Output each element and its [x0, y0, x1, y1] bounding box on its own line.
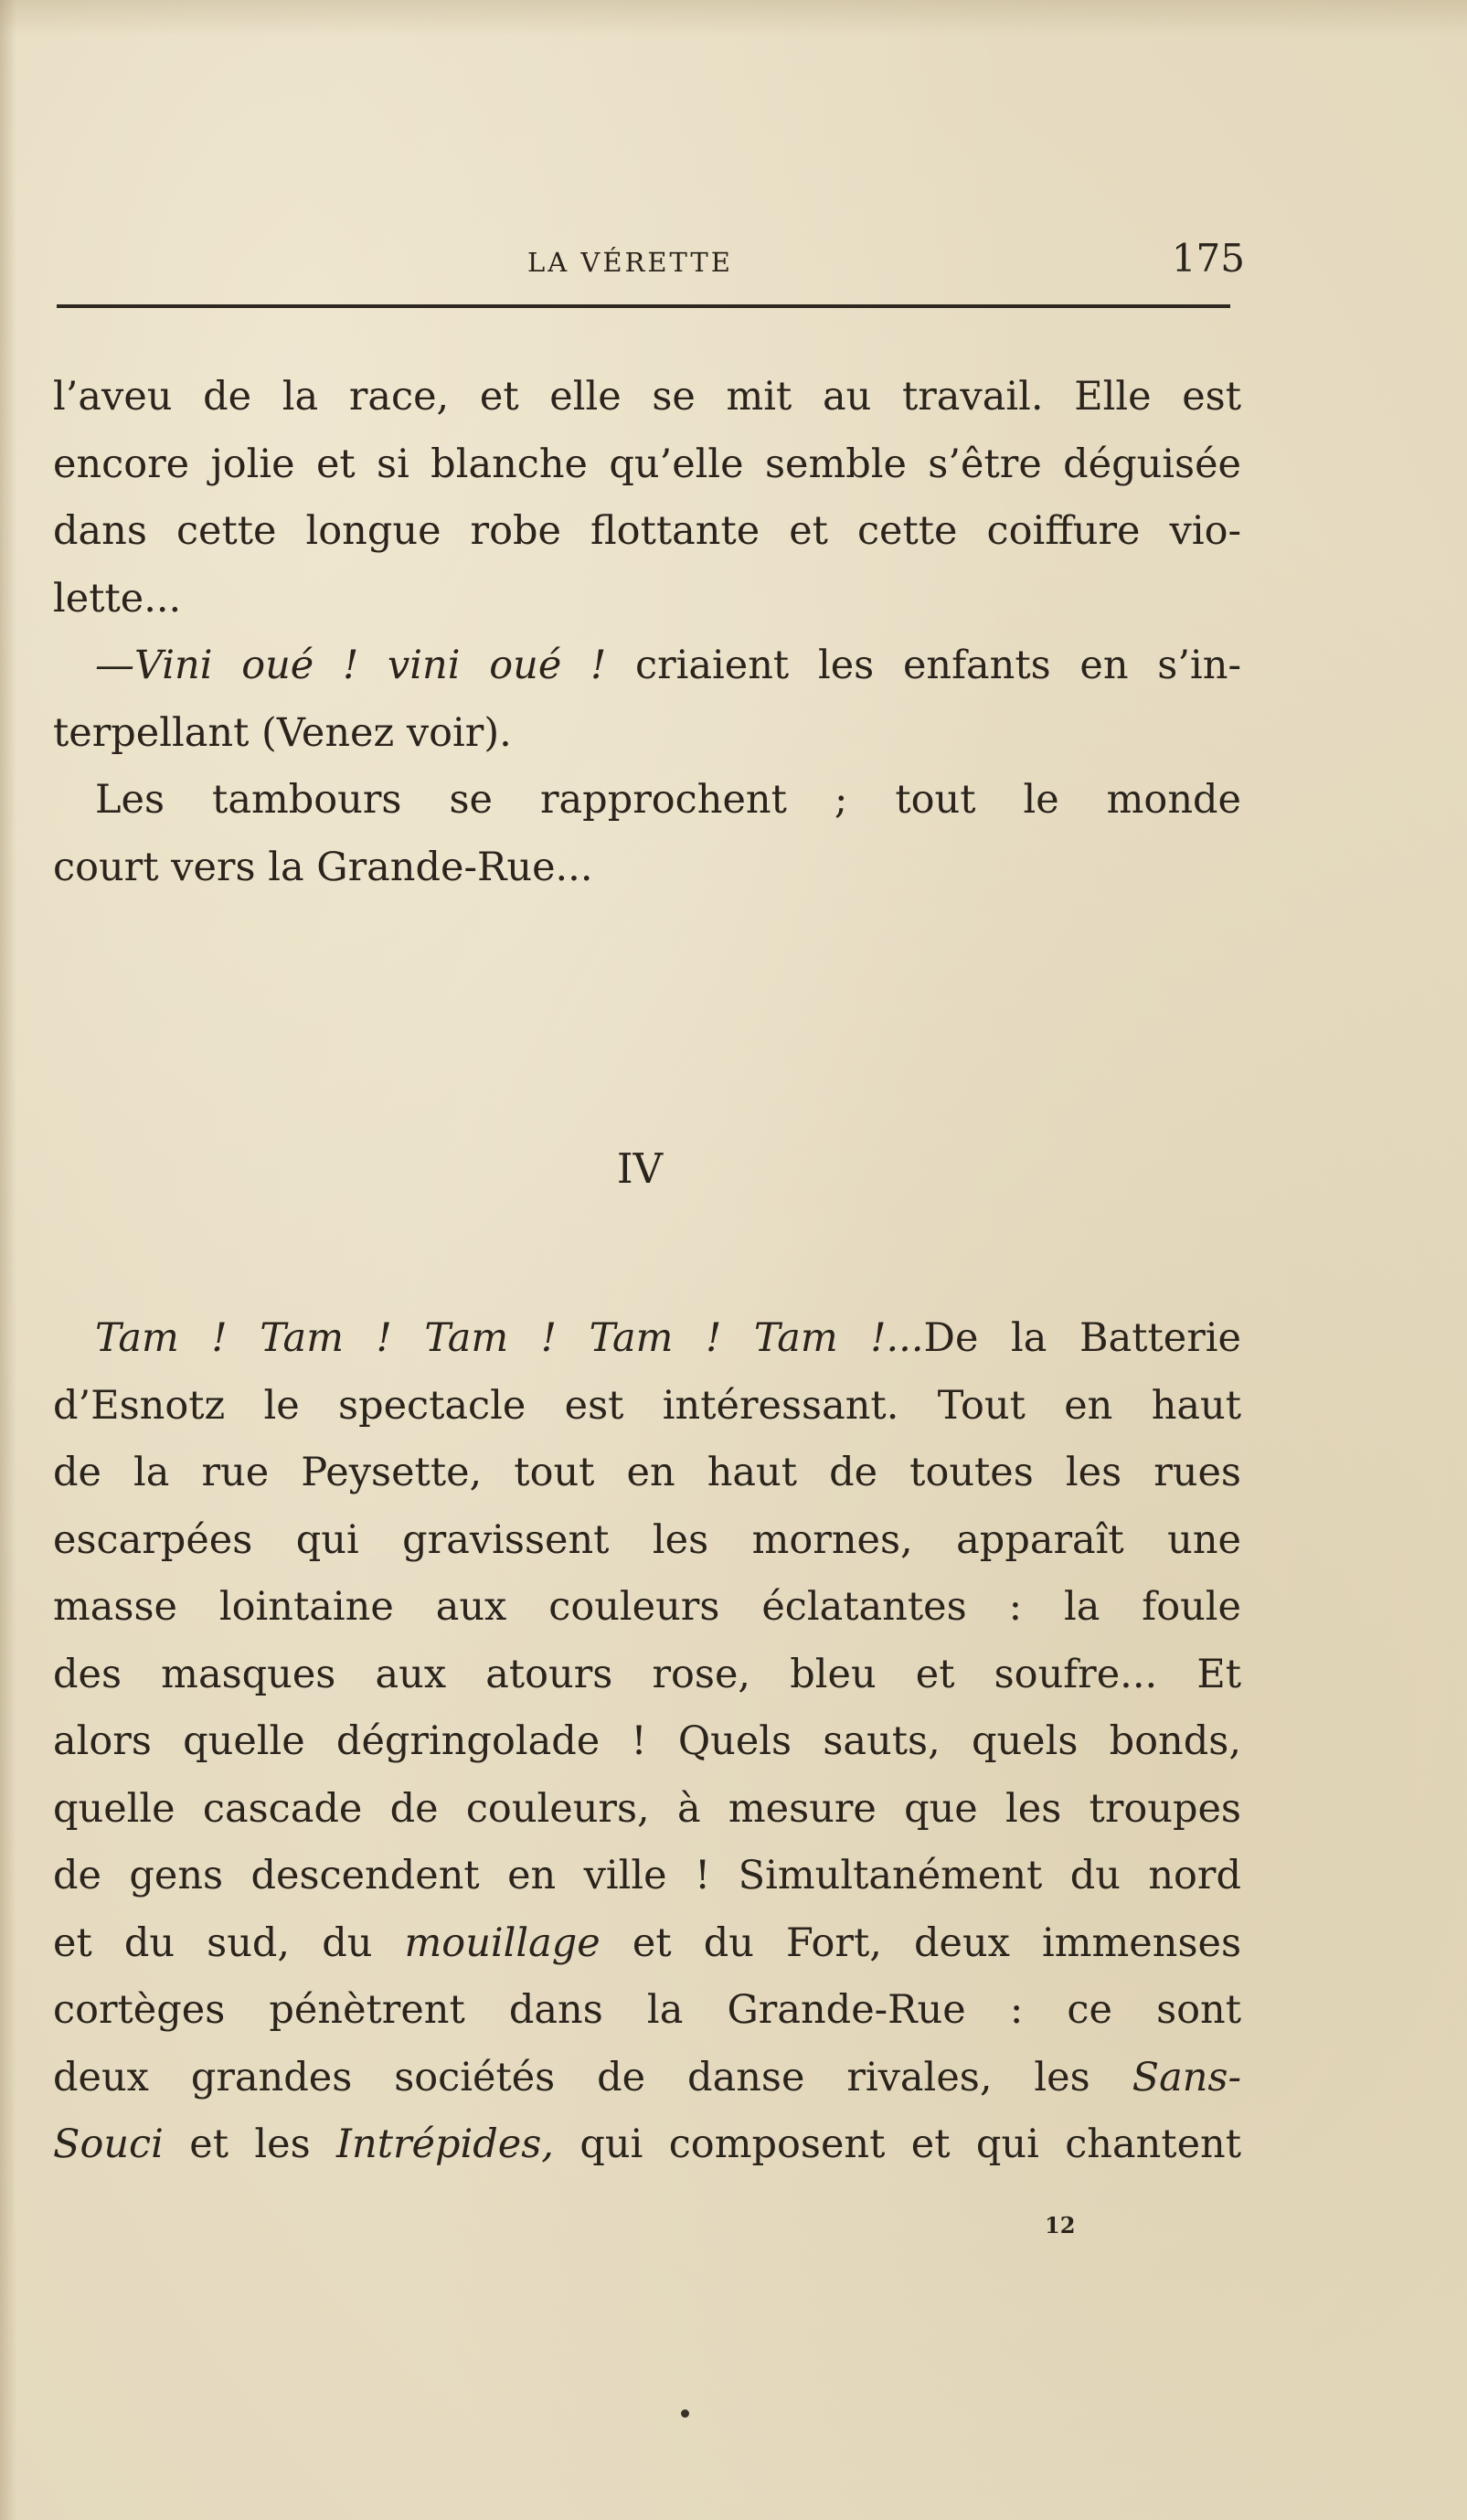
text-block-main [53, 1305, 1241, 2179]
running-head [57, 236, 1245, 291]
text-block-top [53, 364, 1241, 901]
text-line [53, 2111, 1241, 2179]
text-line: d’Esnotz le spectacle est intéressant. Tout en haut [53, 1382, 1241, 1429]
section-heading: IV [616, 1144, 664, 1193]
text-line: quelle cascade de couleurs, à mesure que les troupes [53, 1785, 1241, 1832]
italic-drumbeat: Tam ! Tam ! Tam ! Tam ! Tam !... [95, 1315, 924, 1361]
text-line: encore jolie et si blanche qu’elle semble s’être déguisée [53, 441, 1241, 487]
text-line: masse lointaine aux couleurs éclatantes : la foule [53, 1584, 1241, 1630]
text-line: court vers la Grande-Rue... [53, 844, 593, 890]
italic-term: Intrépides, [336, 2121, 554, 2167]
signature-mark: 12 [1045, 2212, 1076, 2238]
text-fragment: et les [189, 2121, 311, 2167]
running-title: LA VÉRETTE [527, 247, 733, 278]
text-line: des masques aux atours rose, bleu et soufre... Et [53, 1651, 1241, 1697]
italic-term: Souci [53, 2121, 164, 2167]
text-line: de gens descendent en ville ! Simultanément du nord [53, 1853, 1241, 1898]
text-line: l’aveu de la race, et elle se mit au travail. Elle est [53, 374, 1241, 420]
text-line: Les tambours se rapprochent ; tout le monde [95, 777, 1241, 823]
text-line: lette... [53, 575, 182, 622]
text-line: terpellant (Venez voir). [53, 709, 512, 756]
text-fragment: et du sud, du [53, 1919, 373, 1966]
italic-exclamation: —Vini oué ! [95, 643, 359, 688]
text-line: alors quelle dégringolade ! Quels sauts, quels bonds, [53, 1718, 1241, 1764]
header-rule [57, 304, 1230, 308]
dialogue-line [53, 633, 1241, 700]
text-fragment: De la Batterie [923, 1315, 1241, 1361]
text-line [53, 1305, 1241, 1373]
dialogue-text: criaient les enfants en s’in- [635, 643, 1241, 688]
ink-speck [681, 2409, 689, 2418]
page-top-shadow [0, 0, 1467, 37]
italic-exclamation: vini oué ! [388, 643, 607, 688]
text-line: dans cette longue robe flottante et cette coiffure vio- [53, 508, 1241, 554]
text-line: escarpées qui gravissent les mornes, apparaît une [53, 1516, 1241, 1563]
text-fragment: qui composent et qui chantent [579, 2121, 1241, 2167]
italic-term: Sans- [1132, 2054, 1241, 2100]
page-number: 175 [1171, 236, 1245, 281]
page-edge-shadow [0, 0, 16, 2520]
italic-term: mouillage [404, 1919, 601, 1966]
text-fragment: et du Fort, deux immenses [632, 1919, 1241, 1966]
text-line [53, 2045, 1241, 2112]
text-line [53, 1910, 1241, 1978]
text-fragment: deux grandes sociétés de danse rivales, les [53, 2054, 1090, 2100]
text-line: cortèges pénètrent dans la Grande-Rue : ce sont [53, 1987, 1241, 2033]
text-line: de la rue Peysette, tout en haut de toutes les rues [53, 1450, 1241, 1495]
